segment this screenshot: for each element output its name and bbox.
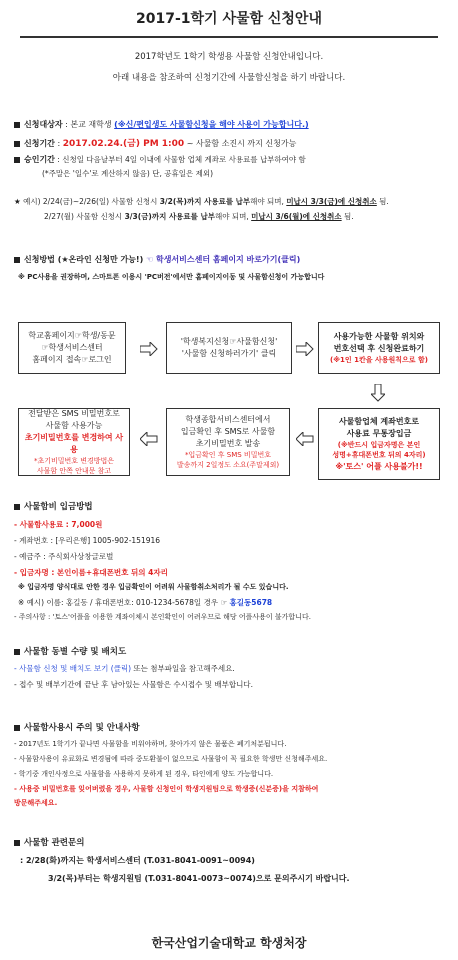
payment-depositor: - 입금자명 : 본인이름+휴대폰번호 뒤의 4자리 [14,568,168,577]
contact-label: 사물함 관련문의 [24,838,85,848]
flow-step-3-note: (※1인 1칸을 사용원칙으로 함) [330,355,428,364]
count-line-1 [14,664,235,674]
payment-account: - 계좌번호 : [우리은행] 1005-902-151916 [14,536,161,545]
flow-step-1-line: 학교홈페이지☞학생/동문 [28,331,116,340]
target-label: 신청대상자 [24,120,63,129]
flow-step-4-line: 사물함업체 계좌번호로 [338,416,420,426]
square-bullet-icon [14,840,20,846]
payment-fee: - 사물함사용료 : 7,000원 [14,520,103,529]
example-a-ul: 미납시 3/3(금)에 신청취소 [286,197,377,206]
example-b-mid: 해야 되며, [215,212,252,221]
title-divider [20,36,438,38]
flow-step-4-note: (※반드시 입금자명은 본인 [337,440,421,449]
flow-step-4-toss: ※'토스' 어플 사용불가!! [335,461,423,471]
caution-line-3: - 학기중 개인사정으로 사물함을 사용하지 못하게 된 경우, 타인에게 양도 가능합니다. [14,770,274,778]
flow-step-5-line: 학생종합서비스센터에서 [185,414,271,424]
flow-step-5-note: *입금확인 후 SMS 비밀번호 [185,450,271,459]
method-label: 신청방법 (★온라인 신청만 가능!) [24,255,144,264]
square-bullet-icon [14,649,20,655]
payment-warning: ※ 입금자명 양식대로 안한 경우 입금확인이 어려워 사물함취소처리가 될 수도 있습니다. [18,583,289,591]
target-row [14,120,309,131]
example-a-pre: ★ 예시) 2/24(금)~2/26(일) 사물함 신청시 [14,197,160,206]
contact-line-2: 3/2(목)부터는 학생지원팀 (T.031-8041-0073~0074)으로 문의주시기 바랍니다. [48,874,350,883]
flow-step-6-note: 사물함 안쪽 안내문 참고 [36,467,112,475]
example-b-end: 됨. [341,212,354,221]
contact-line-1: : 2/28(화)까지는 학생서비스센터 (T.031-8041-0091~0094) [20,856,255,865]
intro-line-2: 아래 내용을 참조하여 신청기간에 사물함신청을 하기 바랍니다. [112,73,346,83]
flow-step-6-line: 전달받은 SMS 비밀번호로 [28,408,120,418]
square-bullet-icon [14,504,20,510]
period-row [14,138,296,150]
example-line-b [44,212,354,222]
count-line-1-rest: 또는 첨부파일을 참고해주세요. [131,664,235,673]
flow-step-5-note: 발송까지 2일정도 소요(주말제외) [176,461,280,469]
count-label: 사물함 동별 수량 및 배치도 [24,647,127,657]
payment-example-value: 홍길동5678 [229,598,273,607]
example-a-mid: 해야 되며, [250,197,287,206]
count-line-2: - 접수 및 배부기간에 끝난 후 남아있는 사물함은 수시접수 및 배부합니다. [14,680,254,689]
arrow-right-icon [296,342,314,356]
square-bullet-icon [14,141,20,147]
flow-step-1-line: ☞학생서비스센터 [41,343,103,352]
method-note: ※ PC사용을 권장하며, 스마트폰 이용시 'PC버전'에서만 홈페이지이동 및 사물함신청이 가능합니다 [18,273,325,281]
example-b-ul: 미납시 3/6(월)에 신청취소 [251,212,342,221]
payment-header [14,502,93,513]
flow-step-6 [18,408,130,476]
homepage-link[interactable]: ☜ 학생서비스센터 홈페이지 바로가기(클릭) [143,255,301,264]
method-row [14,255,300,266]
caution-line-4a: - 사용중 비밀번호를 잊어버렸을 경우, 사물함 신청인이 학생지원팀으로 학생증(신분증)을 지참하여 [14,785,319,793]
caution-line-1: - 2017년도 1학기가 끝나면 사물함을 비워야하며, 찾아가지 않은 물품은 폐기처분됩니다. [14,740,287,748]
arrow-right-icon [140,342,158,356]
example-a-bold: 3/2(목)까지 사용료를 납부 [159,197,251,206]
flow-step-2-line: '학생복지신청☞사물함신청' [180,337,278,346]
arrow-left-icon [140,432,158,446]
approval-text: : 신청일 다음날부터 4일 이내에 사물함 업체 계좌로 사용료를 납부하여야 함 [54,155,306,164]
target-text: : 본교 재학생 [62,120,115,129]
square-bullet-icon [14,725,20,731]
flow-step-6-line: 사물함 사용가능 [45,420,103,430]
example-b-bold: 3/3(금)까지 사용료를 납부 [124,212,216,221]
caution-label: 사물함사용시 주의 및 안내사항 [24,723,140,733]
layout-map-link[interactable]: - 사물함 신청 및 배치도 보기 (클릭) [14,664,132,673]
payment-example-text: ※ 예시) 이름: 홍길동 / 휴대폰번호: 010-1234-5678일 경우 ☞ [18,598,230,607]
square-bullet-icon [14,157,20,163]
contact-line-1-text: 2/28(화)까지는 학생서비스센터 (T.031-8041-0091~0094) [25,856,255,865]
payment-holder: - 예금주 : 주식회사상창글로벌 [14,552,114,561]
flow-step-4-line: 사용료 무통장입금 [346,428,412,438]
footer-signature: 한국산업기술대학교 학생처장 [151,936,307,950]
flow-step-3-line: 사용가능한 사물함 위치와 [333,331,425,341]
period-rest: ~ 사물함 소진시 까지 신청가능 [184,139,297,148]
flow-step-2-line: '사물함 신청하러가기' 클릭 [181,349,277,358]
period-label: 신청기간 [24,139,55,148]
square-bullet-icon [14,122,20,128]
period-value: 2017.02.24.(금) PM 1:00 [62,139,185,149]
caution-header [14,723,140,734]
flow-step-5 [166,408,290,476]
approval-note: (*주말은 '일수'로 계산하지 않음) 단, 공휴일은 제외) [42,169,213,178]
example-a-end: 됨. [376,197,389,206]
target-note: (※신/편입생도 사물함신청을 해야 사용이 가능합니다.) [114,120,309,129]
period-sep: : [54,139,63,148]
flow-step-4-note: 성명+휴대폰번호 뒤의 4자리) [332,451,426,459]
flow-step-1 [18,322,126,374]
page-title: 2017-1학기 사물함 신청안내 [136,11,322,27]
intro-line-1: 2017학년도 1학기 학생용 사물함 신청안내입니다. [134,52,324,62]
payment-label: 사물함비 입금방법 [24,502,93,512]
square-bullet-icon [14,257,20,263]
flow-step-6-line: 초기비밀번호를 변경하여 사용 [24,432,124,454]
flow-step-1-line: 홈페이지 접속☞로그인 [32,355,112,364]
flow-step-6-note: *초기비밀번호 변경방법은 [33,456,115,465]
payment-toss-warning: - 주의사항 : '토스'어플을 이용한 계좌이체시 본인확인이 어려우므로 해당 어플사용이 불가합니다. [14,613,311,621]
flow-step-3-line: 번호선택 후 신청완료하기 [333,343,425,353]
flow-step-5-line: 입금확인 후 SMS로 사물함 [180,426,276,436]
count-header [14,647,126,658]
payment-example [18,598,272,608]
approval-label: 승인기간 [24,155,55,164]
caution-line-4b: 방문해주세요. [14,799,58,807]
flow-step-4 [318,408,440,480]
approval-row [14,155,306,166]
example-line-a [14,197,389,207]
contact-header [14,838,84,849]
flow-step-3 [318,322,440,374]
flow-step-2 [166,322,292,374]
example-b-pre: 2/27(월) 사물함 신청시 [44,212,125,221]
flow-step-5-line: 초기비밀번호 발송 [195,438,261,448]
caution-line-2: - 사물함사용이 유료화로 변경됨에 따라 중도환불이 없으므로 사물함이 꼭 필요한 학생만 신청해주세요. [14,755,328,763]
arrow-down-icon [371,384,385,402]
arrow-left-icon [296,432,314,446]
